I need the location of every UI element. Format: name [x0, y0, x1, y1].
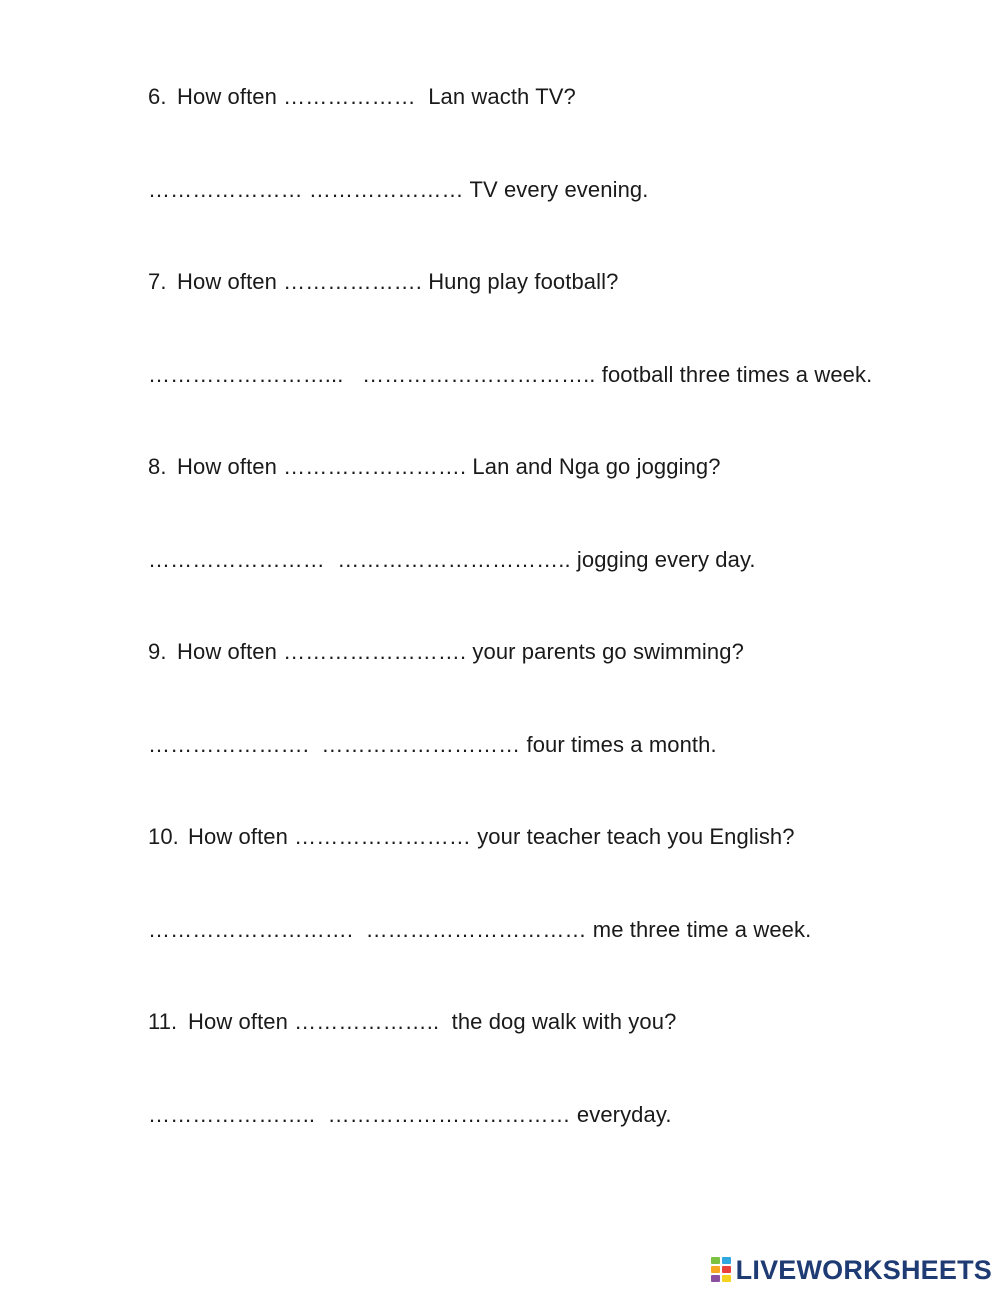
answer-blank-1[interactable]: …………………… [148, 547, 325, 572]
logo-square-icon [711, 1257, 720, 1264]
question-8 [148, 452, 721, 482]
answer-text: TV every evening. [463, 177, 649, 202]
answer-blank-2[interactable]: …………………………… [327, 1102, 571, 1127]
liveworksheets-logo [711, 1255, 992, 1285]
question-text: How often [177, 269, 284, 294]
answer-blank-1[interactable]: ……………………... [148, 362, 344, 387]
answer-blank-1[interactable]: …………………. [148, 732, 309, 757]
question-text: How often [177, 454, 284, 479]
answer-10 [148, 915, 811, 945]
question-text-end: the dog walk with you? [439, 1009, 677, 1034]
answer-text: four times a month. [520, 732, 717, 757]
question-7 [148, 267, 618, 297]
question-blank[interactable]: ……………….. [294, 1009, 440, 1034]
question-blank[interactable]: ……………………. [283, 639, 467, 664]
answer-text: jogging every day. [570, 547, 756, 572]
answer-blank-2[interactable]: ……………………… [321, 732, 521, 757]
logo-mark-icon [711, 1257, 733, 1283]
answer-separator [325, 547, 337, 572]
answer-9 [148, 730, 717, 760]
question-blank[interactable]: ……………………. [283, 454, 467, 479]
logo-square-icon [711, 1275, 720, 1282]
answer-text: everyday. [570, 1102, 672, 1127]
question-text: How often [188, 1009, 295, 1034]
answer-separator [315, 1102, 327, 1127]
question-number: 11. [148, 1009, 178, 1034]
answer-text: football three times a week. [595, 362, 873, 387]
question-11 [148, 1007, 676, 1037]
question-number: 7. [148, 269, 167, 294]
question-blank[interactable]: …………………… [294, 824, 471, 849]
logo-square-icon [722, 1257, 731, 1264]
question-text-end: your teacher teach you English? [470, 824, 795, 849]
question-number: 9. [148, 639, 167, 664]
answer-7 [148, 360, 872, 390]
answer-blank-2[interactable]: ………………… [308, 177, 464, 202]
question-number: 6. [148, 84, 167, 109]
answer-text: me three time a week. [586, 917, 812, 942]
question-number: 10. [148, 824, 179, 849]
question-10 [148, 822, 795, 852]
question-number: 8. [148, 454, 167, 479]
question-9 [148, 637, 744, 667]
answer-6 [148, 175, 648, 205]
question-blank[interactable]: ……………… [283, 84, 416, 109]
question-6 [148, 82, 576, 112]
answer-separator [309, 732, 321, 757]
answer-separator [353, 917, 365, 942]
question-text: How often [188, 824, 295, 849]
answer-blank-1[interactable]: ………………….. [148, 1102, 316, 1127]
question-text-end: your parents go swimming? [466, 639, 744, 664]
answer-blank-1[interactable]: ………………… [148, 177, 303, 202]
answer-blank-2[interactable]: ………………………….. [337, 547, 571, 572]
logo-square-icon [722, 1266, 731, 1273]
question-text-end: Hung play football? [421, 269, 619, 294]
logo-square-icon [711, 1266, 720, 1273]
answer-8 [148, 545, 756, 575]
answer-separator [343, 362, 362, 387]
logo-square-icon [722, 1275, 731, 1282]
question-text: How often [177, 84, 284, 109]
question-text-end: Lan wacth TV? [415, 84, 576, 109]
answer-11 [148, 1100, 672, 1130]
answer-blank-1[interactable]: ………………………. [148, 917, 354, 942]
logo-text: LIVEWORKSHEETS [735, 1255, 992, 1285]
answer-blank-2[interactable]: ………………………… [365, 917, 587, 942]
question-text-end: Lan and Nga go jogging? [466, 454, 721, 479]
question-blank[interactable]: ………………. [283, 269, 422, 294]
question-text: How often [177, 639, 284, 664]
answer-blank-2[interactable]: ………………………….. [362, 362, 596, 387]
